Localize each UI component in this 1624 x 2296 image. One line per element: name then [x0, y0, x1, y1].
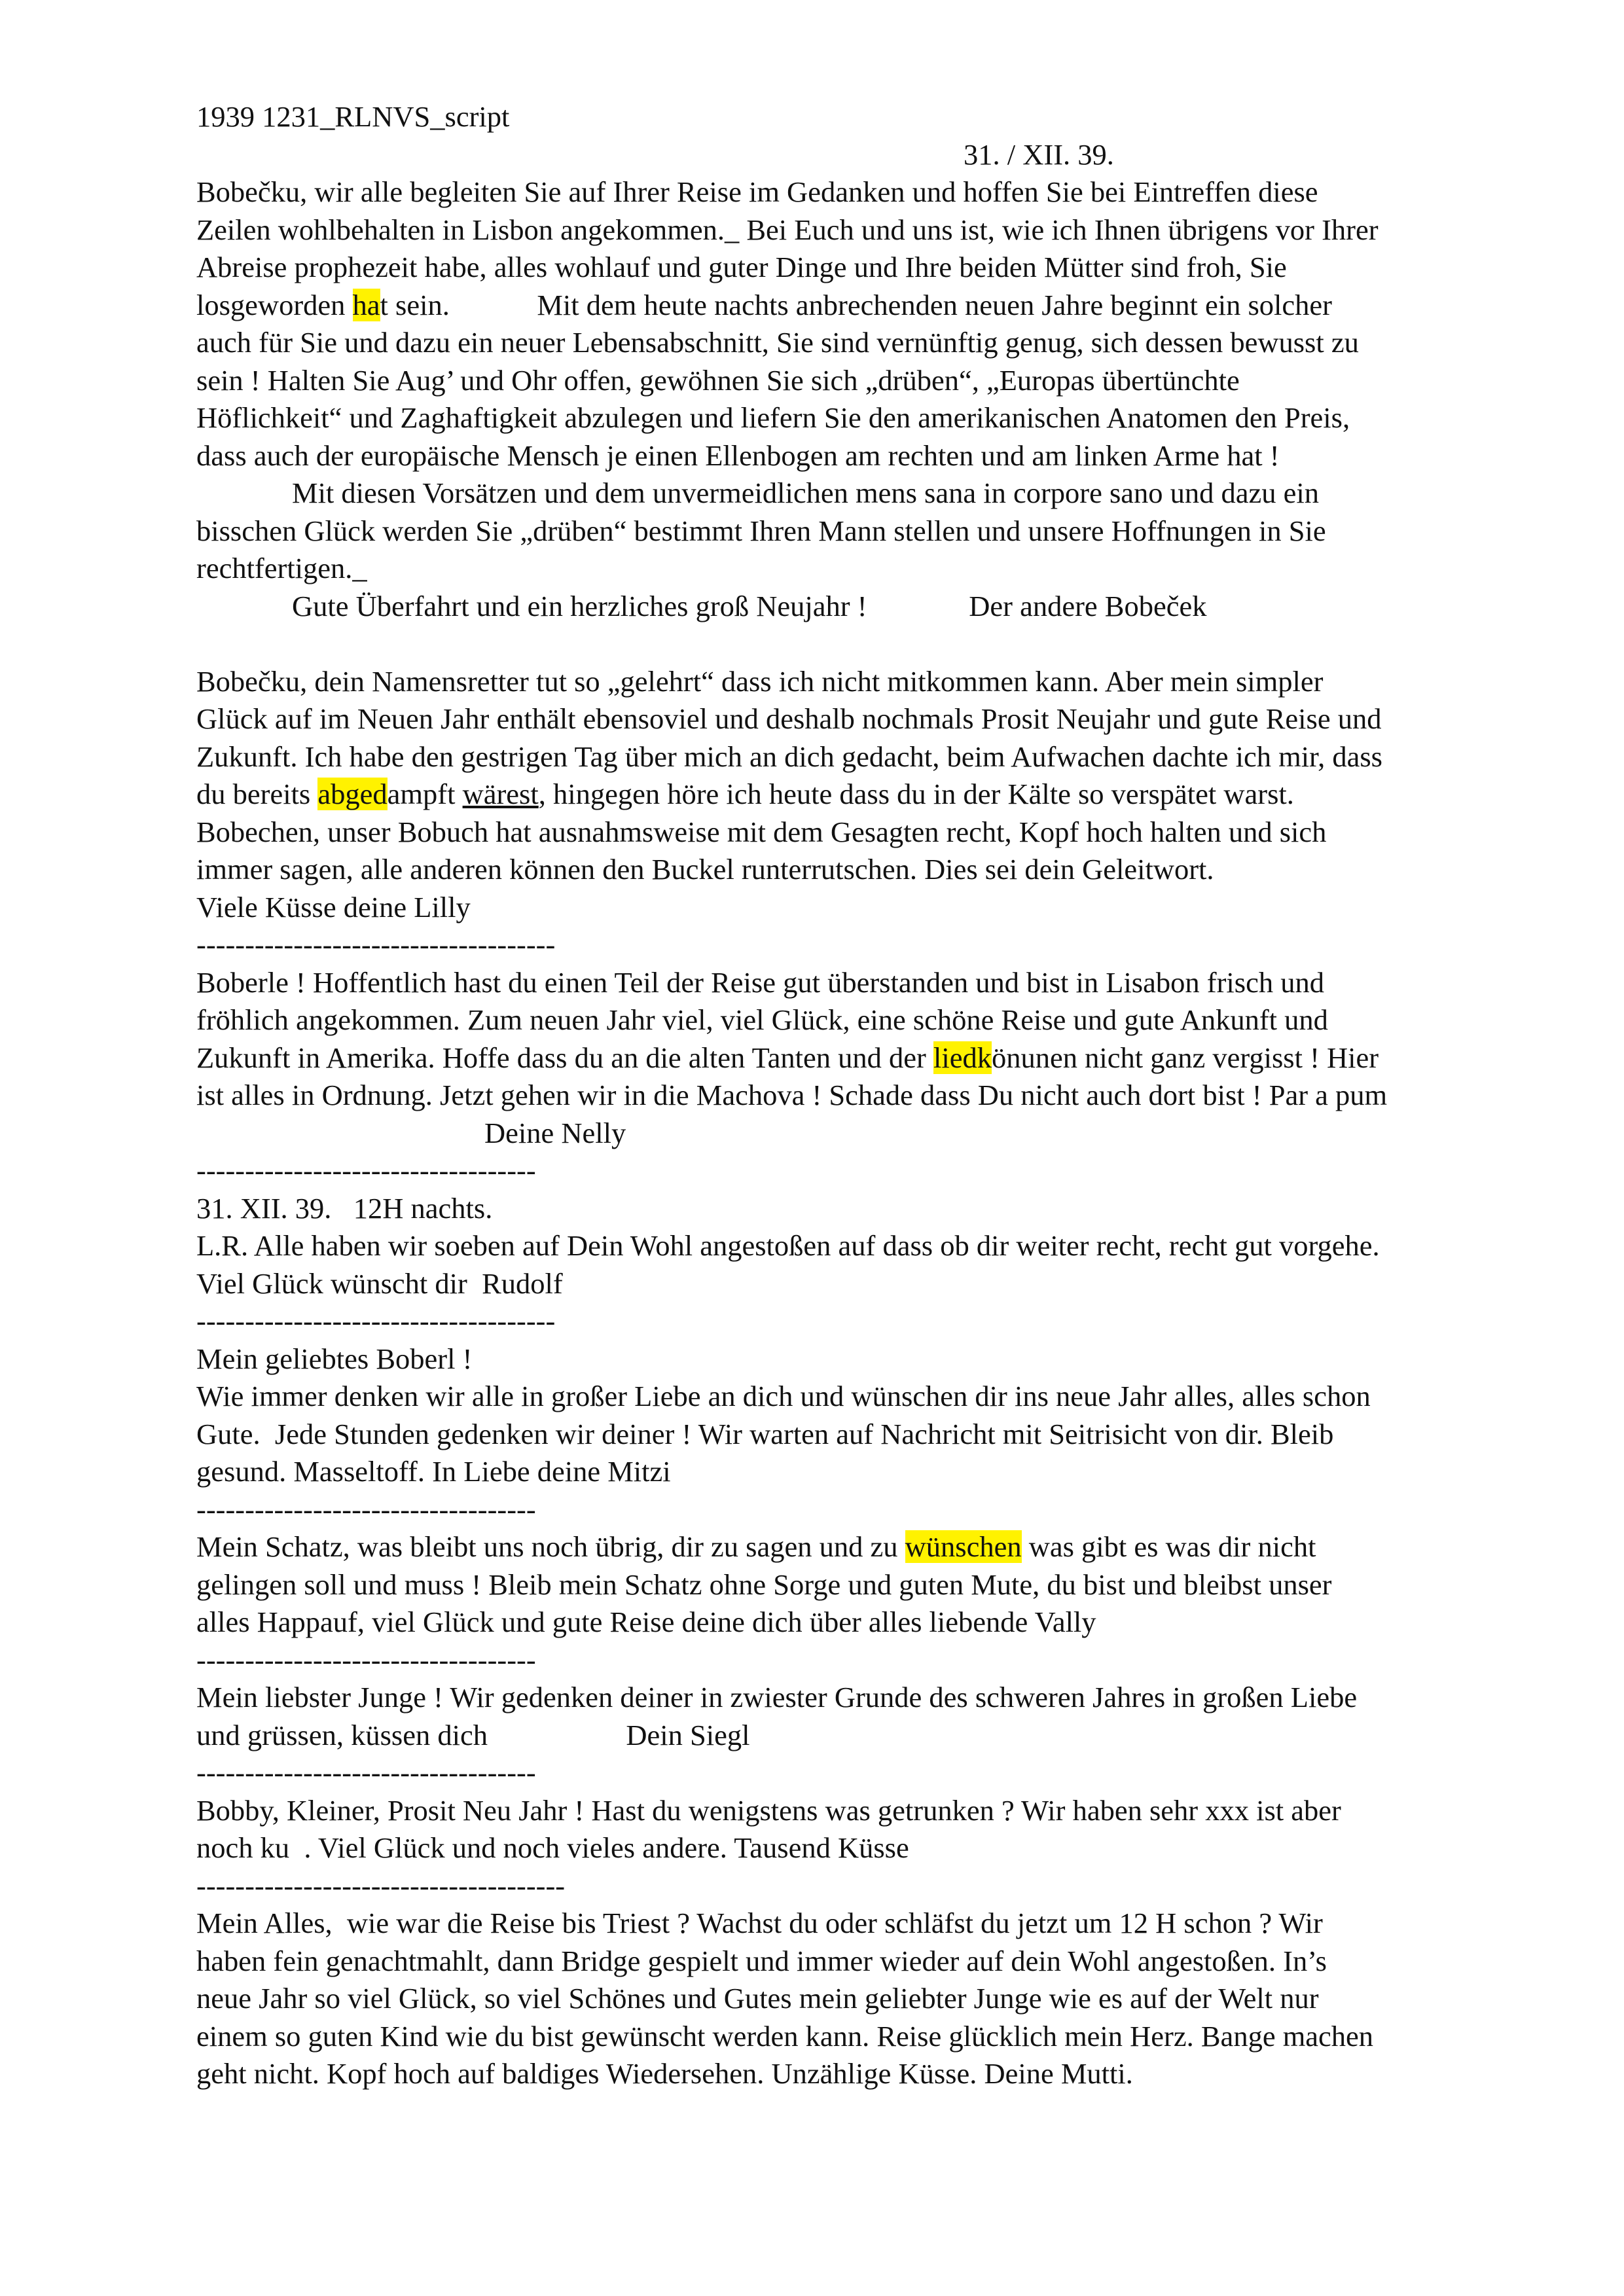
text-line	[196, 1528, 1538, 1566]
highlighted-word: wünschen	[905, 1530, 1022, 1563]
text-span: was gibt es was dir nicht	[1021, 1530, 1316, 1563]
letter-nelly	[196, 964, 1538, 1153]
text-line: Bobechen, unser Bobuch hat ausnahmsweise mit dem Gesagten recht, Kopf hoch halten und sich	[196, 815, 1327, 848]
text-line: Höflichkeit“ und Zaghaftigkeit abzulegen und liefern Sie den amerikanischen Anatomen den Preis,	[196, 401, 1350, 434]
text-line	[196, 1039, 1538, 1077]
letter-mitzi	[196, 1340, 1538, 1491]
text-line: Gute Überfahrt und ein herzliches groß Neujahr ! Der andere Bobeček	[292, 589, 1207, 622]
text-line: noch ku . Viel Glück und noch vieles andere. Tausend Küsse	[196, 1831, 909, 1864]
text-line: Mein liebster Junge ! Wir gedenken deiner in zwiester Grunde des schweren Jahres in großen Liebe	[196, 1681, 1358, 1713]
text-line: neue Jahr so viel Glück, so viel Schönes und Gutes mein geliebter Junge wie es auf der Welt nur	[196, 1982, 1319, 2015]
text-line	[196, 287, 1538, 325]
text-line: 31. XII. 39. 12H nachts.	[196, 1191, 493, 1225]
text-line: L.R. Alle haben wir soeben auf Dein Wohl angestoßen auf dass ob dir weiter recht, recht gut vorgehe.	[196, 1229, 1380, 1262]
text-line: Mit diesen Vorsätzen und dem unvermeidlichen mens sana in corpore sano und dazu ein	[292, 476, 1320, 509]
document-filename: 1939 1231_RLNVS_script	[196, 100, 510, 133]
highlighted-word: abged	[317, 778, 388, 810]
blank-line	[196, 625, 1538, 663]
letter-bobecek	[196, 173, 1538, 625]
text-line: Bobečku, dein Namensretter tut so „gelehrt“ dass ich nicht mitkommen kann. Aber mein simpler	[196, 664, 1324, 698]
text-line: sein ! Halten Sie Aug’ und Ohr offen, gewöhnen Sie sich „drüben“, „Europas übertünchte	[196, 363, 1240, 397]
text-span: Mein Schatz, was bleibt uns noch übrig, dir zu sagen und zu	[196, 1530, 905, 1563]
text-line: Zukunft. Ich habe den gestrigen Tag über mich an dich gedacht, beim Aufwachen dachte ich mir, dass	[196, 740, 1382, 773]
letter-siegl	[196, 1679, 1538, 1754]
text-line: Bobby, Kleiner, Prosit Neu Jahr ! Hast du wenigstens was getrunken ? Wir haben sehr xxx ist aber	[196, 1793, 1341, 1827]
text-line: Mein geliebtes Boberl !	[196, 1342, 473, 1375]
document-page	[196, 98, 1538, 2093]
separator-line: -----------------------------------	[196, 1154, 536, 1187]
text-line: einem so guten Kind wie du bist gewünscht werden kann. Reise glücklich mein Herz. Bange machen	[196, 2019, 1374, 2053]
separator-line: -----------------------------------	[196, 1643, 536, 1676]
text-line: gelingen soll und muss ! Bleib mein Schatz ohne Sorge und guten Mute, du bist und bleibst unser	[196, 1568, 1332, 1601]
letter-lilly	[196, 663, 1538, 927]
separator-line: -----------------------------------	[196, 1492, 536, 1526]
text-span: t sein. Mit dem heute nachts anbrechenden neuen Jahre beginnt ein solcher	[380, 288, 1332, 321]
text-line: haben fein genachtmahlt, dann Bridge gespielt und immer wieder auf dein Wohl angestoßen. In’s	[196, 1944, 1327, 1977]
text-line: Glück auf im Neuen Jahr enthält ebensoviel und deshalb nochmals Prosit Neujahr und gute Reise und	[196, 702, 1382, 735]
text-line: Viele Küsse deine Lilly	[196, 890, 471, 924]
text-line: dass auch der europäische Mensch je einen Ellenbogen am rechten und am linken Arme hat !	[196, 439, 1280, 472]
text-span: önunen nicht ganz vergisst ! Hier	[991, 1041, 1379, 1074]
letter-bobby	[196, 1792, 1538, 1867]
separator-line: -----------------------------------	[196, 1756, 536, 1789]
text-line: Boberle ! Hoffentlich hast du einen Teil der Reise gut überstanden und bist in Lisabon frisch und	[196, 965, 1324, 999]
underlined-word: wärest	[462, 778, 539, 810]
text-line: immer sagen, alle anderen können den Buckel runterrutschen. Dies sei dein Geleitwort.	[196, 853, 1214, 886]
text-span: Zukunft in Amerika. Hoffe dass du an die alten Tanten und der	[196, 1041, 933, 1074]
text-line: geht nicht. Kopf hoch auf baldiges Wiedersehen. Unzählige Küsse. Deine Mutti.	[196, 2057, 1133, 2090]
signature-line: Deine Nelly	[484, 1116, 626, 1149]
text-line: Abreise prophezeit habe, alles wohlauf und guter Dinge und Ihre beiden Mütter sind froh, Sie	[196, 251, 1287, 283]
letter-vally	[196, 1528, 1538, 1641]
text-line: Wie immer denken wir alle in großer Liebe an dich und wünschen dir ins neue Jahr alles, alles schon	[196, 1380, 1371, 1412]
text-span: losgeworden	[196, 288, 353, 321]
text-line: rechtfertigen._	[196, 552, 367, 584]
highlighted-word: ha	[352, 288, 380, 321]
text-line: bisschen Glück werden Sie „drüben“ bestimmt Ihren Mann stellen und unsere Hoffnungen in Sie	[196, 514, 1326, 547]
separator-line: -------------------------------------	[196, 1304, 556, 1337]
text-span: du bereits	[196, 778, 318, 810]
letter-date: 31. / XII. 39.	[964, 137, 1114, 171]
separator-line: --------------------------------------	[196, 1869, 566, 1902]
separator-line: -------------------------------------	[196, 928, 556, 961]
text-span: ampft	[387, 778, 463, 810]
text-line: gesund. Masseltoff. In Liebe deine Mitzi	[196, 1455, 671, 1488]
letter-mutti	[196, 1905, 1538, 2093]
text-span: , hingegen höre ich heute dass du in der Kälte so verspätet warst.	[538, 778, 1294, 810]
text-line	[196, 776, 1538, 814]
text-line: Viel Glück wünscht dir Rudolf	[196, 1266, 563, 1300]
text-line: Zeilen wohlbehalten in Lisbon angekommen._ Bei Euch und uns ist, wie ich Ihnen übrigens vor Ihrer	[196, 213, 1379, 246]
text-line: Gute. Jede Stunden gedenken wir deiner ! Wir warten auf Nachricht mit Seitrisicht von dir. Bleib	[196, 1417, 1334, 1450]
text-line: Bobečku, wir alle begleiten Sie auf Ihrer Reise im Gedanken und hoffen Sie bei Eintreffen diese	[196, 175, 1318, 208]
text-line: fröhlich angekommen. Zum neuen Jahr viel, viel Glück, eine schöne Reise und gute Ankunft und	[196, 1003, 1328, 1036]
text-line: auch für Sie und dazu ein neuer Lebensabschnitt, Sie sind vernünftig genug, sich dessen bewusst zu	[196, 326, 1359, 359]
text-line: Mein Alles, wie war die Reise bis Triest ? Wachst du oder schläfst du jetzt um 12 H schon ? Wir	[196, 1907, 1323, 1939]
text-line: ist alles in Ordnung. Jetzt gehen wir in die Machova ! Schade dass Du nicht auch dort bist ! Par a pum	[196, 1079, 1388, 1111]
text-line: alles Happauf, viel Glück und gute Reise deine dich über alles liebende Vally	[196, 1605, 1096, 1638]
text-line: und grüssen, küssen dich Dein Siegl	[196, 1718, 750, 1751]
letter-rudolf	[196, 1190, 1538, 1303]
highlighted-word: liedk	[933, 1041, 992, 1074]
